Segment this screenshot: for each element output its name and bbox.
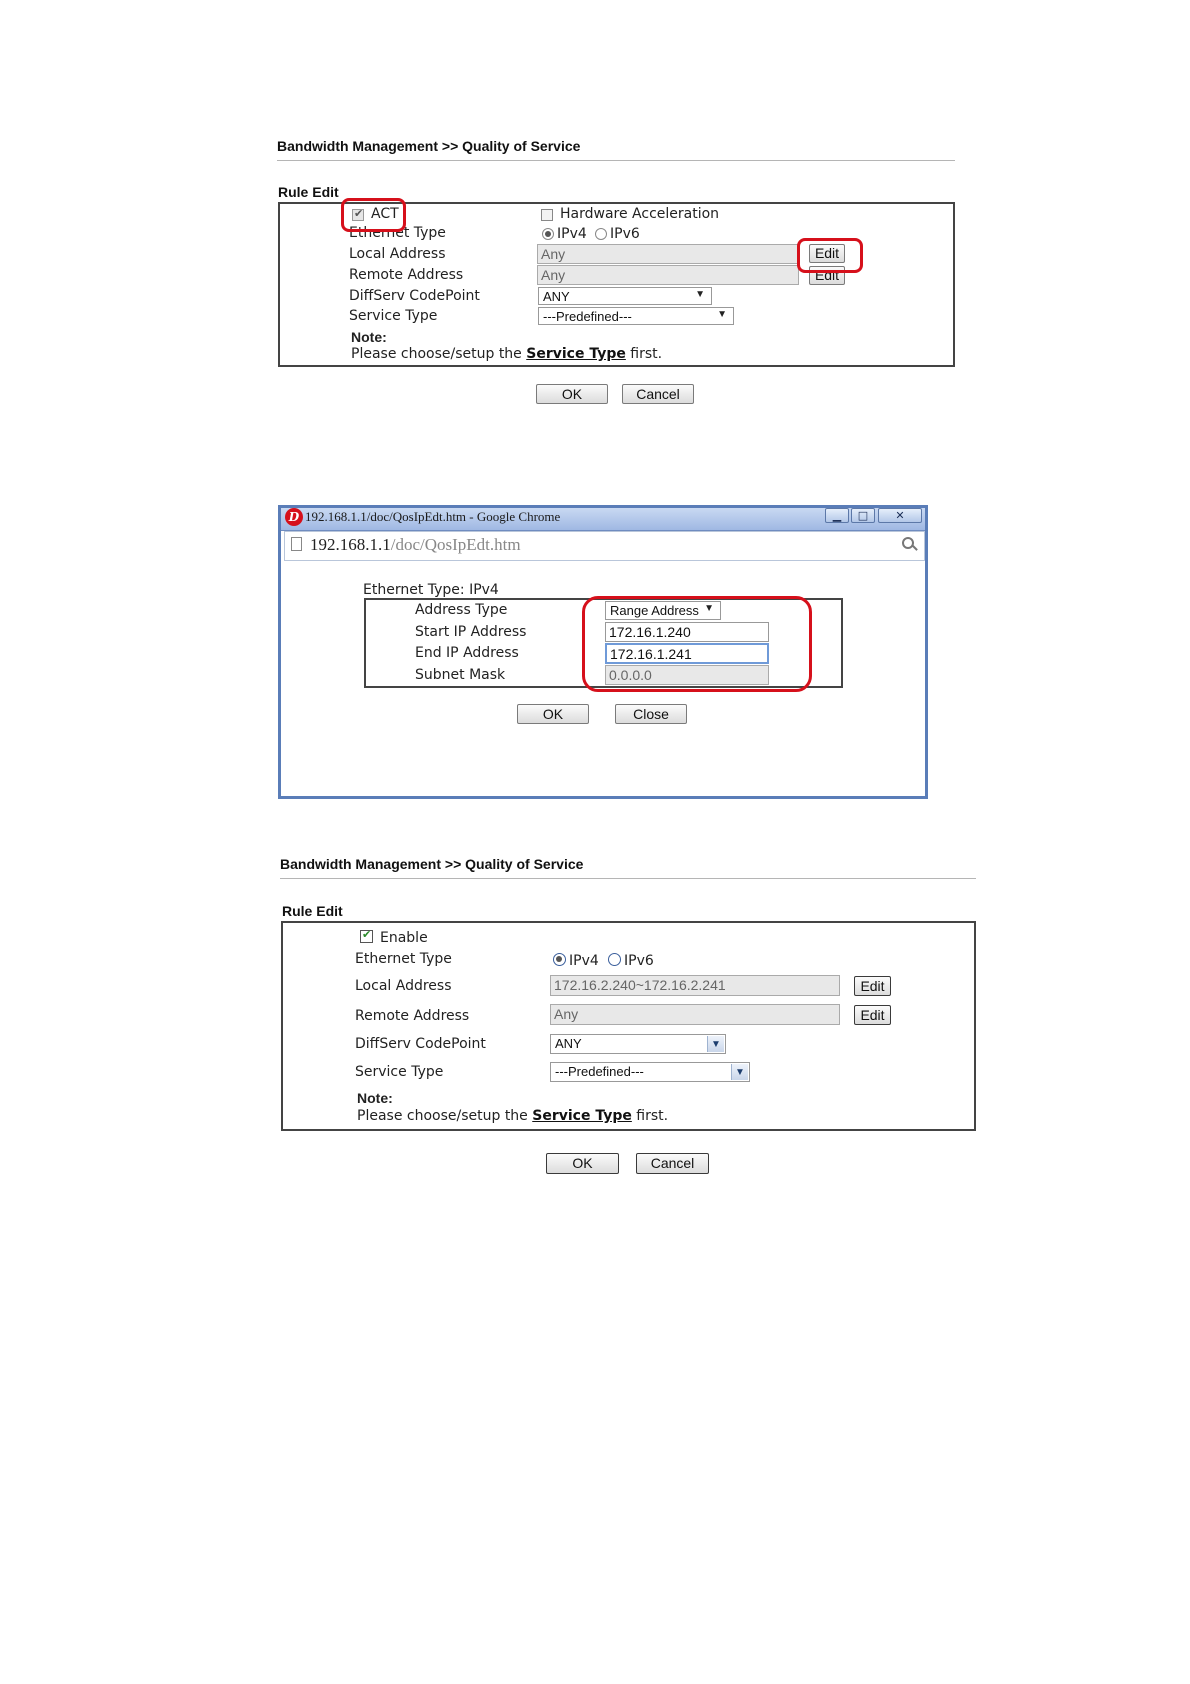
remote-address-field[interactable]: Any [537, 265, 799, 285]
edit-highlight [797, 238, 863, 273]
note-prefix: Please choose/setup the [351, 346, 527, 362]
note-text [357, 1108, 668, 1124]
address-type-label: Address Type [415, 602, 508, 618]
ipv6-radio[interactable] [595, 228, 607, 240]
start-ip-label: Start IP Address [415, 624, 527, 640]
breadcrumb-divider [277, 160, 955, 161]
note-text [351, 346, 662, 362]
ethernet-type-label: Ethernet Type [349, 225, 446, 241]
maximize-icon[interactable]: □ [851, 508, 875, 523]
section-title: Rule Edit [282, 903, 343, 919]
check-icon: ✔ [362, 928, 372, 941]
start-ip-input[interactable]: 172.16.1.240 [605, 622, 769, 642]
diffserv-codepoint-value: ANY [543, 289, 570, 304]
breadcrumb: Bandwidth Management >> Quality of Service [280, 856, 584, 872]
note-title: Note: [357, 1090, 393, 1106]
ok-button[interactable]: OK [536, 384, 608, 404]
service-type-link[interactable]: Service Type [526, 346, 626, 362]
subnet-mask-label: Subnet Mask [415, 667, 506, 683]
ipv4-radio[interactable] [542, 228, 554, 240]
popup-ok-button[interactable]: OK [517, 704, 589, 724]
dropdown-arrow-icon: ▼ [707, 1036, 724, 1052]
act-highlight [341, 198, 406, 232]
diffserv-codepoint-label: DiffServ CodePoint [349, 288, 480, 304]
local-address-field[interactable]: 172.16.2.240~172.16.2.241 [550, 975, 840, 996]
minimize-icon[interactable]: ▁ [825, 508, 849, 523]
popup-window-title: 192.168.1.1/doc/QosIpEdt.htm - Google Chrome [305, 509, 561, 524]
check-icon: ✔ [354, 207, 364, 220]
service-type-select[interactable] [538, 307, 734, 325]
service-type-label: Service Type [349, 308, 438, 324]
diffserv-codepoint-select[interactable] [550, 1034, 726, 1054]
service-type-value: ---Predefined--- [543, 309, 632, 324]
end-ip-label: End IP Address [415, 645, 519, 661]
service-type-value: ---Predefined--- [555, 1064, 644, 1079]
ethernet-type-label: Ethernet Type [355, 951, 452, 967]
remote-address-edit-button[interactable]: Edit [854, 1005, 891, 1025]
url-path: /doc/QosIpEdt.htm [390, 535, 521, 554]
hardware-acceleration-checkbox[interactable] [541, 209, 553, 221]
app-logo-icon: D [285, 508, 303, 526]
note-suffix: first. [625, 346, 663, 362]
ipv6-label: IPv6 [610, 226, 640, 242]
ipv4-label: IPv4 [569, 953, 599, 969]
local-address-field[interactable]: Any [537, 244, 799, 264]
diffserv-codepoint-value: ANY [555, 1036, 582, 1051]
diffserv-codepoint-label: DiffServ CodePoint [355, 1036, 486, 1052]
remote-address-edit-button[interactable]: Edit [809, 266, 845, 285]
address-highlight [582, 596, 812, 692]
diffserv-codepoint-select[interactable] [538, 287, 712, 305]
ok-button[interactable]: OK [546, 1153, 619, 1174]
local-address-label: Local Address [349, 246, 446, 262]
address-url [310, 535, 521, 555]
dropdown-arrow-icon: ▼ [731, 1064, 748, 1080]
close-window-icon[interactable]: ✕ [878, 508, 922, 523]
enable-checkbox[interactable] [360, 930, 373, 943]
ipv6-radio[interactable] [608, 953, 621, 966]
note-title: Note: [351, 329, 387, 345]
local-address-edit-button[interactable]: Edit [854, 976, 891, 996]
remote-address-label: Remote Address [349, 267, 464, 283]
breadcrumb: Bandwidth Management >> Quality of Service [277, 138, 581, 154]
remote-address-label: Remote Address [355, 1008, 470, 1024]
service-type-link[interactable]: Service Type [532, 1108, 632, 1124]
page-icon [291, 537, 302, 551]
popup-close-button[interactable]: Close [615, 704, 687, 724]
dropdown-arrow-icon: ▼ [695, 289, 705, 300]
ipv4-label: IPv4 [557, 226, 587, 242]
address-type-value: Range Address [610, 603, 699, 618]
ipv6-label: IPv6 [624, 953, 654, 969]
local-address-label: Local Address [355, 978, 452, 994]
hardware-acceleration-label: Hardware Acceleration [560, 206, 720, 222]
cancel-button[interactable]: Cancel [636, 1153, 709, 1174]
dropdown-arrow-icon: ▼ [704, 603, 714, 614]
dropdown-arrow-icon: ▼ [717, 309, 727, 320]
ipv4-radio[interactable] [553, 953, 566, 966]
enable-label: Enable [380, 930, 428, 946]
ethernet-type-heading: Ethernet Type: IPv4 [363, 582, 499, 598]
service-type-select[interactable] [550, 1062, 750, 1082]
note-prefix: Please choose/setup the [357, 1108, 533, 1124]
remote-address-field[interactable]: Any [550, 1004, 840, 1025]
end-ip-input[interactable]: 172.16.1.241 [605, 643, 769, 664]
act-label: ACT [371, 206, 399, 222]
local-address-edit-button[interactable]: Edit [809, 244, 845, 263]
note-suffix: first. [631, 1108, 669, 1124]
url-host: 192.168.1.1 [310, 535, 391, 554]
subnet-mask-field[interactable]: 0.0.0.0 [605, 665, 769, 685]
service-type-label: Service Type [355, 1064, 444, 1080]
section-title: Rule Edit [278, 184, 339, 200]
breadcrumb-divider [280, 878, 976, 879]
cancel-button[interactable]: Cancel [622, 384, 694, 404]
